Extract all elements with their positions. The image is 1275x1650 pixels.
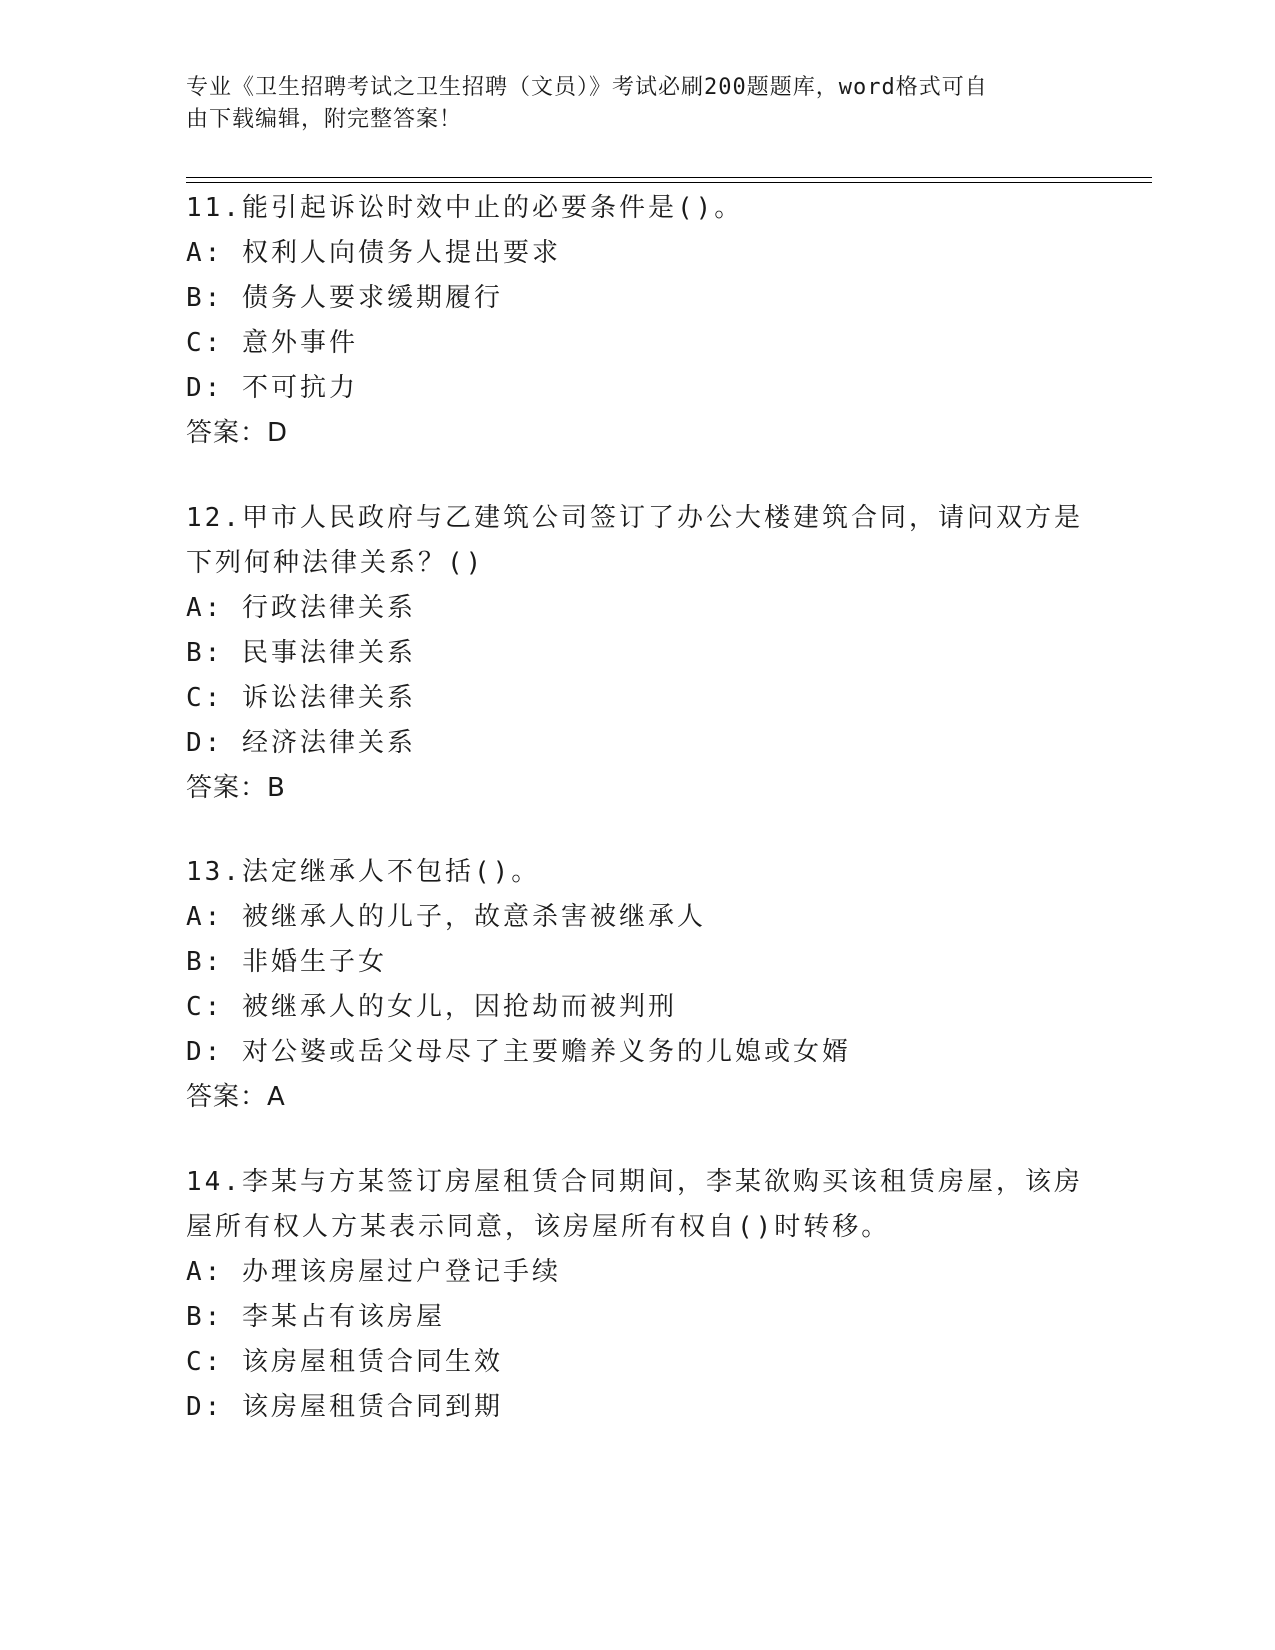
question-14 [186, 1160, 1086, 1430]
question-13 [186, 850, 1086, 1120]
question-11 [186, 186, 1086, 456]
document-header [186, 72, 1066, 136]
option-a: A: 权利人向债务人提出要求 [186, 238, 561, 268]
option-c: C: 诉讼法律关系 [186, 683, 416, 713]
answer: 答案：D [186, 418, 289, 448]
answer: 答案：A [186, 1082, 286, 1112]
option-c: C: 被继承人的女儿，因抢劫而被判刑 [186, 992, 677, 1022]
answer: 答案：B [186, 773, 286, 803]
question-stem-line-1: 12.甲市人民政府与乙建筑公司签订了办公大楼建筑合同，请问双方是 [186, 503, 1083, 533]
option-b: B: 李某占有该房屋 [186, 1302, 445, 1332]
option-b: B: 非婚生子女 [186, 947, 387, 977]
question-stem-line-2: 屋所有权人方某表示同意，该房屋所有权自()时转移。 [186, 1212, 891, 1242]
question-12 [186, 496, 1086, 811]
header-line-1: 专业《卫生招聘考试之卫生招聘（文员）》考试必刷200题题库，word格式可自 [186, 75, 988, 100]
header-divider-bottom [186, 182, 1152, 183]
question-stem: 13.法定继承人不包括()。 [186, 857, 541, 887]
option-a: A: 行政法律关系 [186, 593, 416, 623]
option-c: C: 该房屋租赁合同生效 [186, 1347, 503, 1377]
option-d: D: 经济法律关系 [186, 728, 416, 758]
option-b: B: 民事法律关系 [186, 638, 416, 668]
question-stem-line-1: 14.李某与方某签订房屋租赁合同期间，李某欲购买该租赁房屋，该房 [186, 1167, 1083, 1197]
option-a: A: 办理该房屋过户登记手续 [186, 1257, 561, 1287]
header-divider-top [186, 177, 1152, 178]
option-b: B: 债务人要求缓期履行 [186, 283, 503, 313]
option-d: D: 该房屋租赁合同到期 [186, 1392, 503, 1422]
question-stem-line-2: 下列何种法律关系？() [186, 548, 485, 578]
option-d: D: 不可抗力 [186, 373, 358, 403]
option-c: C: 意外事件 [186, 328, 358, 358]
header-line-2: 由下载编辑，附完整答案！ [186, 107, 463, 132]
option-d: D: 对公婆或岳父母尽了主要赡养义务的儿媳或女婿 [186, 1037, 851, 1067]
question-stem: 11.能引起诉讼时效中止的必要条件是()。 [186, 193, 744, 223]
option-a: A: 被继承人的儿子，故意杀害被继承人 [186, 902, 706, 932]
